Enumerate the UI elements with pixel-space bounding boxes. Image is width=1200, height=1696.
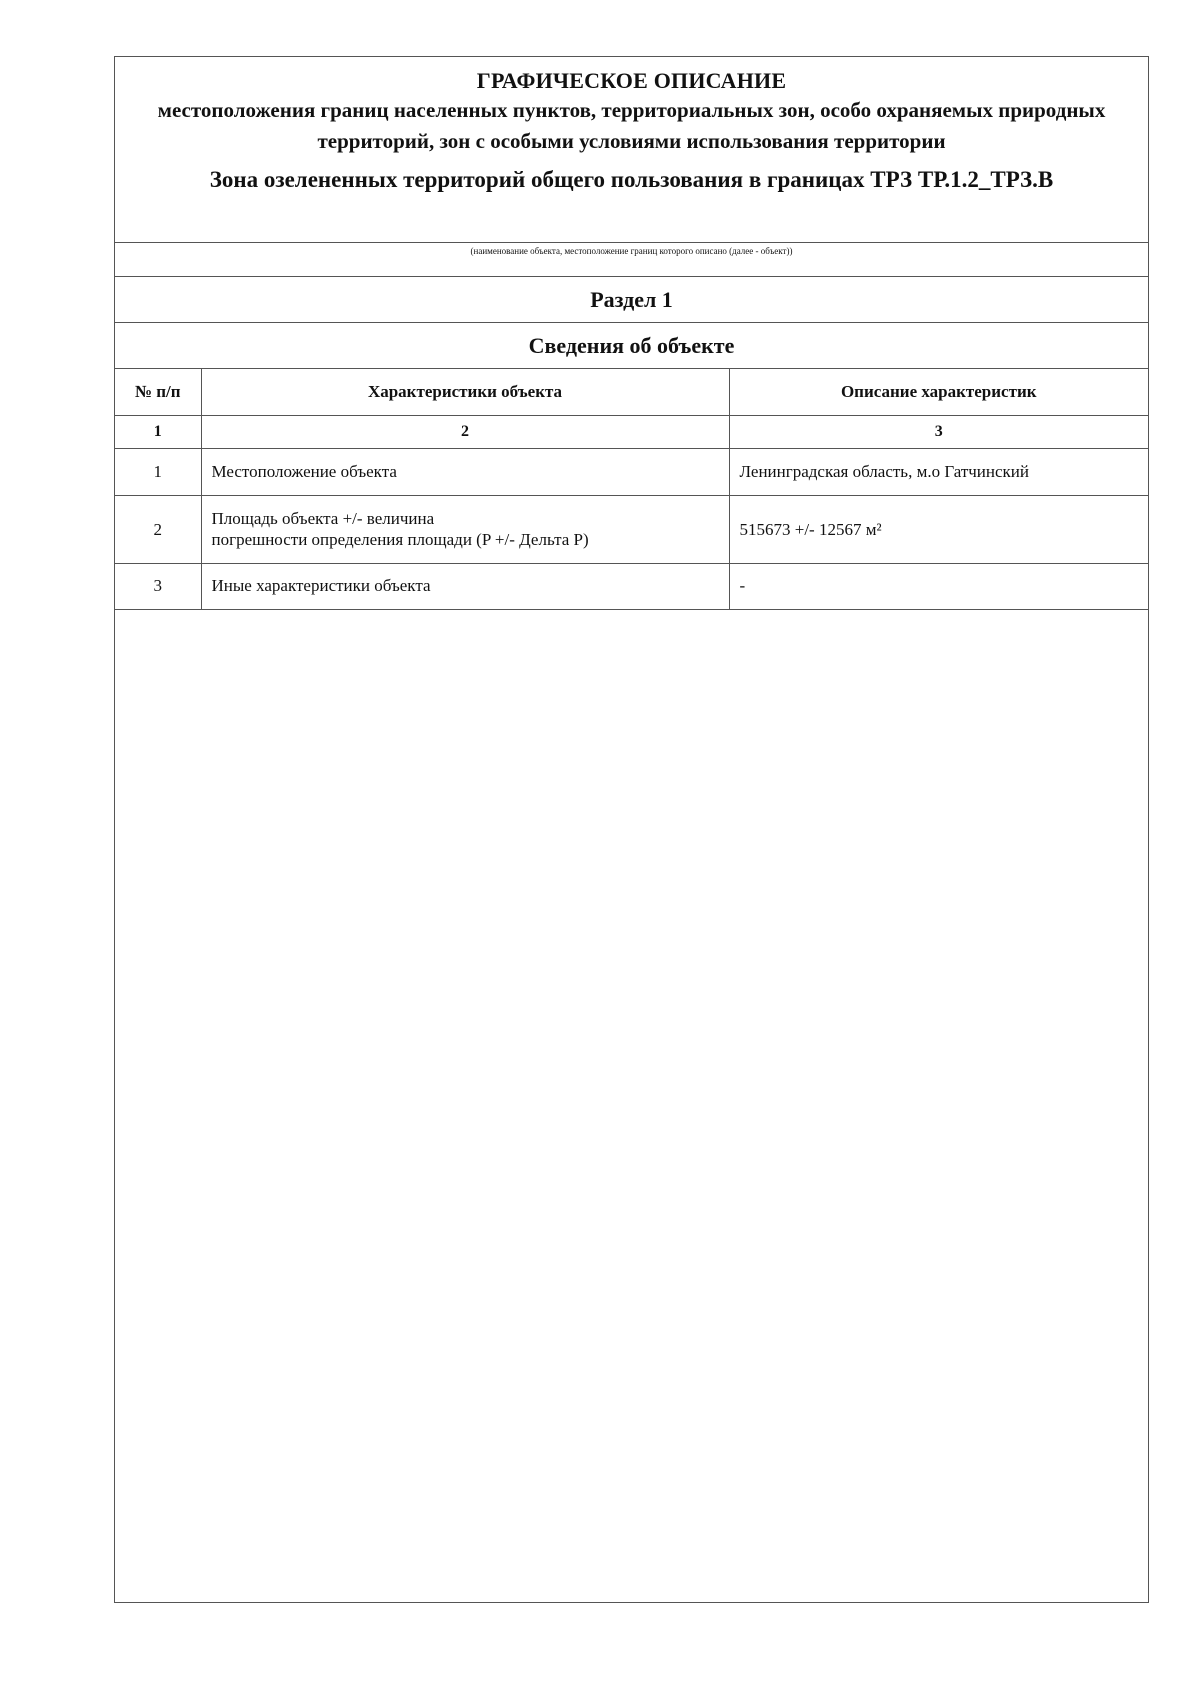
table-header-row [115, 369, 1148, 415]
table-row [115, 448, 1148, 495]
section-title: Сведения об объекте [115, 323, 1148, 369]
row-characteristic: Иные характеристики объекта [201, 563, 729, 609]
row-characteristic-line: Площадь объекта +/- величина [211, 509, 435, 528]
document-subtitle: местоположения границ населенных пунктов, территориальных зон, особо охраняемых природных территорий, зон с особыми условиями использования территории [157, 98, 1106, 153]
row-description: - [729, 563, 1148, 609]
header-description: Описание характеристик [729, 369, 1148, 415]
row-description: 515673 +/- 12567 м² [729, 495, 1148, 563]
table-row [115, 495, 1148, 563]
column-number-3: 3 [729, 415, 1148, 448]
row-characteristic [201, 495, 729, 563]
row-number: 2 [115, 495, 201, 563]
document-header [115, 57, 1148, 242]
document-title: ГРАФИЧЕСКОЕ ОПИСАНИЕ [476, 68, 787, 93]
row-characteristic: Местоположение объекта [201, 448, 729, 495]
column-number-2: 2 [201, 415, 729, 448]
row-characteristic-line: погрешности определения площади (P +/- Дельта P) [211, 530, 589, 549]
table-row [115, 563, 1148, 609]
object-caption: (наименование объекта, местоположение границ которого описано (далее - объект)) [115, 242, 1148, 277]
header-number: № п/п [115, 369, 201, 415]
section-label: Раздел 1 [115, 277, 1148, 323]
column-number-1: 1 [115, 415, 201, 448]
document-frame [114, 56, 1149, 1603]
object-name: Зона озелененных территорий общего пользования в границах ТРЗ ТР.1.2_ТРЗ.В [209, 167, 1054, 192]
row-number: 3 [115, 563, 201, 609]
row-description: Ленинградская область, м.о Гатчинский [729, 448, 1148, 495]
object-info-table [115, 369, 1148, 610]
row-number: 1 [115, 448, 201, 495]
header-characteristic: Характеристики объекта [201, 369, 729, 415]
column-numbers-row [115, 415, 1148, 448]
